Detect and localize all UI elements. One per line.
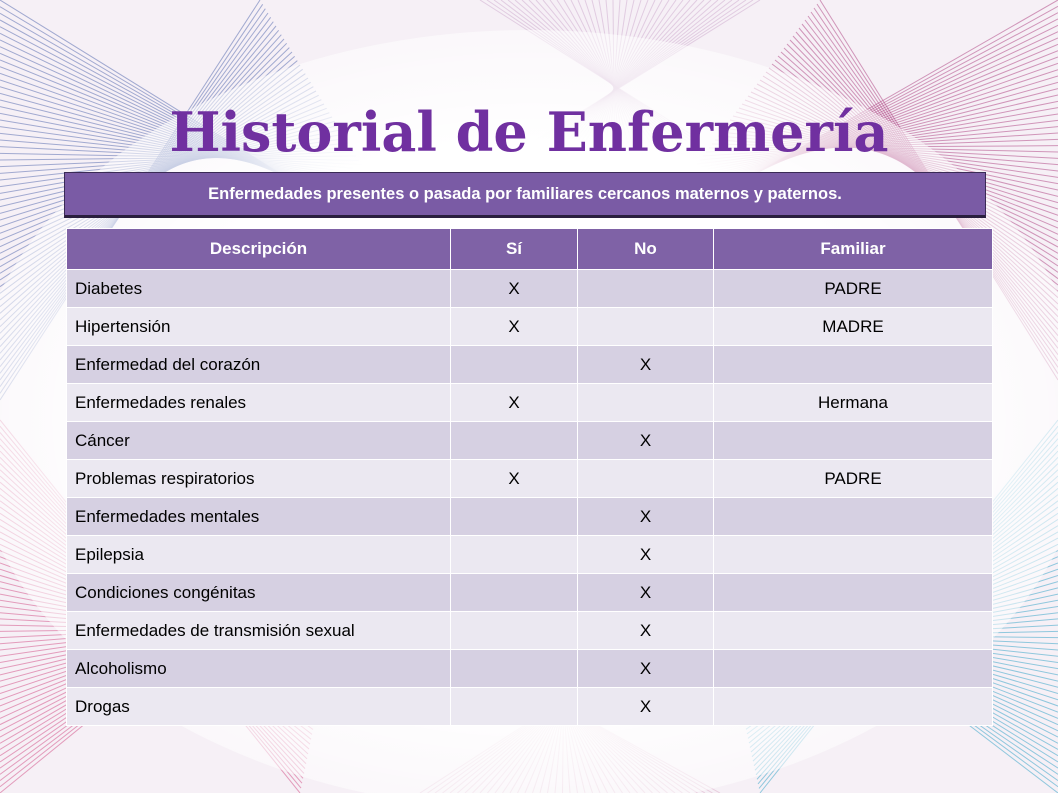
cell-descripcion: Problemas respiratorios [67, 460, 451, 498]
table-row [67, 270, 993, 308]
cell-si [451, 612, 578, 650]
cell-descripcion: Hipertensión [67, 308, 451, 346]
cell-si: X [451, 308, 578, 346]
cell-si [451, 574, 578, 612]
cell-no: X [578, 498, 714, 536]
table-row [67, 498, 993, 536]
cell-si [451, 346, 578, 384]
cell-no: X [578, 688, 714, 726]
cell-descripcion: Epilepsia [67, 536, 451, 574]
table-row [67, 650, 993, 688]
subtitle-banner [64, 172, 986, 218]
cell-si: X [451, 384, 578, 422]
cell-familiar: PADRE [714, 460, 993, 498]
cell-no [578, 460, 714, 498]
cell-familiar [714, 650, 993, 688]
cell-no [578, 270, 714, 308]
cell-no: X [578, 612, 714, 650]
cell-familiar [714, 536, 993, 574]
cell-no: X [578, 422, 714, 460]
header-familiar: Familiar [714, 229, 993, 270]
cell-descripcion: Condiciones congénitas [67, 574, 451, 612]
cell-si: X [451, 460, 578, 498]
cell-descripcion: Diabetes [67, 270, 451, 308]
cell-si [451, 688, 578, 726]
cell-descripcion: Alcoholismo [67, 650, 451, 688]
family-history-table [66, 228, 993, 726]
cell-familiar: PADRE [714, 270, 993, 308]
table-row [67, 422, 993, 460]
subtitle-text: Enfermedades presentes o pasada por familiares cercanos maternos y paternos. [208, 184, 842, 203]
cell-familiar [714, 612, 993, 650]
table-row [67, 688, 993, 726]
cell-si: X [451, 270, 578, 308]
cell-familiar: Hermana [714, 384, 993, 422]
cell-si [451, 650, 578, 688]
cell-descripcion: Cáncer [67, 422, 451, 460]
cell-familiar [714, 346, 993, 384]
cell-descripcion: Enfermedades de transmisión sexual [67, 612, 451, 650]
cell-no: X [578, 650, 714, 688]
cell-descripcion: Drogas [67, 688, 451, 726]
table-row [67, 346, 993, 384]
cell-no: X [578, 536, 714, 574]
page-title: Historial de Enfermería [169, 100, 889, 164]
cell-descripcion: Enfermedades mentales [67, 498, 451, 536]
cell-no: X [578, 346, 714, 384]
cell-si [451, 422, 578, 460]
header-no: No [578, 229, 714, 270]
table-row [67, 536, 993, 574]
cell-familiar: MADRE [714, 308, 993, 346]
cell-no [578, 308, 714, 346]
cell-si [451, 536, 578, 574]
table-header-row [67, 229, 993, 270]
table-row [67, 308, 993, 346]
table-row [67, 574, 993, 612]
cell-no [578, 384, 714, 422]
header-si: Sí [451, 229, 578, 270]
table-row [67, 460, 993, 498]
cell-familiar [714, 422, 993, 460]
cell-descripcion: Enfermedad del corazón [67, 346, 451, 384]
table-row [67, 612, 993, 650]
cell-no: X [578, 574, 714, 612]
cell-familiar [714, 574, 993, 612]
header-descripcion: Descripción [67, 229, 451, 270]
cell-familiar [714, 688, 993, 726]
table-row [67, 384, 993, 422]
cell-si [451, 498, 578, 536]
cell-familiar [714, 498, 993, 536]
cell-descripcion: Enfermedades renales [67, 384, 451, 422]
